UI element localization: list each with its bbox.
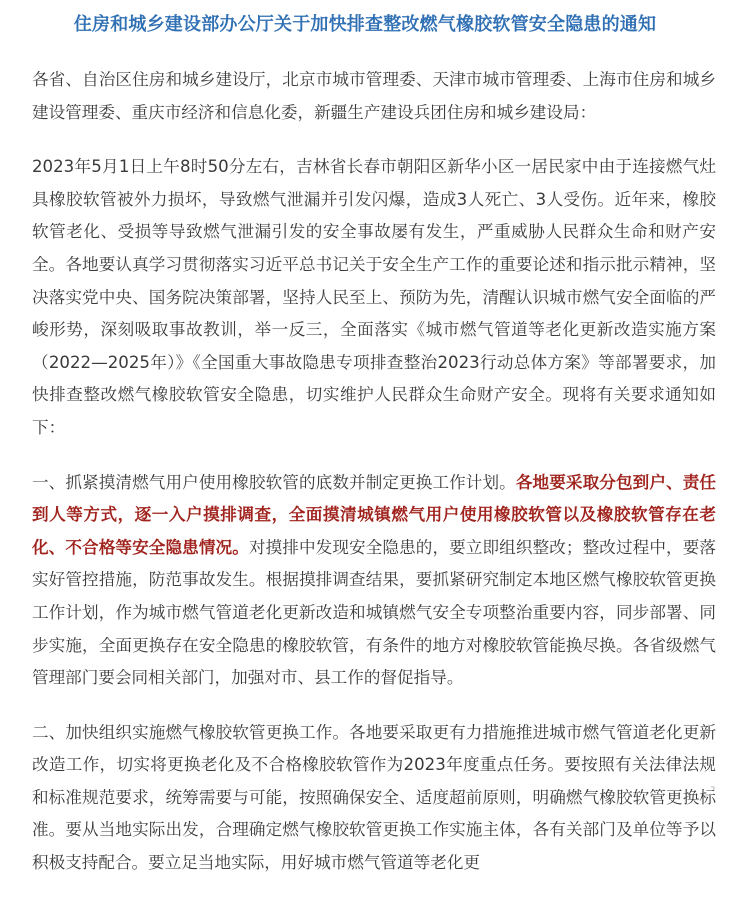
section-1-rest: 对摸排中发现安全隐患的，要立即组织整改；整改过程中，要落实好管控措施，防范事故发生。根据摸排调查结果，要抓紧研究制定本地区燃气橡胶软管更换工作计划，作为城市燃气管道老化更新改造和城镇燃气安全专项整治重要内容，同步部署、同步实施，全面更换存在安全隐患的橡胶软管，有条件的地方对橡胶软管能换尽换。各省级燃气管理部门要会同相关部门，加强对市、县工作的督促指导。 xyxy=(32,537,716,688)
intro-paragraph: 2023年5月1日上午8时50分左右，吉林省长春市朝阳区新华小区一居民家中由于连接燃气灶具橡胶软管被外力损坏，导致燃气泄漏并引发闪爆，造成3人死亡、3人受伤。近年来，橡胶软管老化、受损等导致燃气泄漏引发的安全事故屡有发生，严重威胁人民群众生命和财产安全。各地要认真学习贯彻落实习近平总书记关于安全生产工作的重要论述和指示批示精神，坚决落实党中央、国务院决策部署，坚持人民至上、预防为先，清醒认识城市燃气安全面临的严峻形势，深刻吸取事故教训，举一反三，全面落实《城市燃气管道等老化更新改造实施方案（2022—2025年）》《全国重大事故隐患专项排查整治2023行动总体方案》等部署要求，加快排查整改燃气橡胶软管安全隐患，切实维护人民群众生命财产安全。现将有关要求通知如下： xyxy=(32,157,716,437)
recipients-paragraph: 各省、自治区住房和城乡建设厅，北京市城市管理委、天津市城市管理委、上海市住房和城乡建设管理委、重庆市经济和信息化委，新疆生产建设兵团住房和城乡建设局： xyxy=(32,70,716,122)
section-1-paragraph xyxy=(32,467,716,695)
notice-body xyxy=(32,64,716,902)
section-1-lead: 一、抓紧摸清燃气用户使用橡胶软管的底数并制定更换工作计划。 xyxy=(32,472,516,492)
notice-title: 住房和城乡建设部办公厅关于加快排查整改燃气橡胶软管安全隐患的通知 xyxy=(73,14,657,35)
section-1-emphasis: 各地要采取分包到户、责任到人等方式，逐一入户摸排调查，全面摸清城镇燃气用户使用橡胶软管以及橡胶软管存在老化、不合格等安全隐患情况。 xyxy=(32,472,717,557)
section-2-paragraph: 二、加快组织实施燃气橡胶软管更换工作。各地要采取更有力措施推进城市燃气管道老化更新改造工作，切实将更换老化及不合格橡胶软管作为2023年度重点任务。要按照有关法律法规和标准规范要求，统筹需要与可能，按照确保安全、适度超前原则，明确燃气橡胶软管更换标准。要从当地实际出发，合理确定燃气橡胶软管更换工作实施主体，各有关部门及单位等予以积极支持配合。要立足当地实际，用好城市燃气管道等老化更 xyxy=(32,722,716,873)
expand-corner-icon xyxy=(704,785,716,797)
